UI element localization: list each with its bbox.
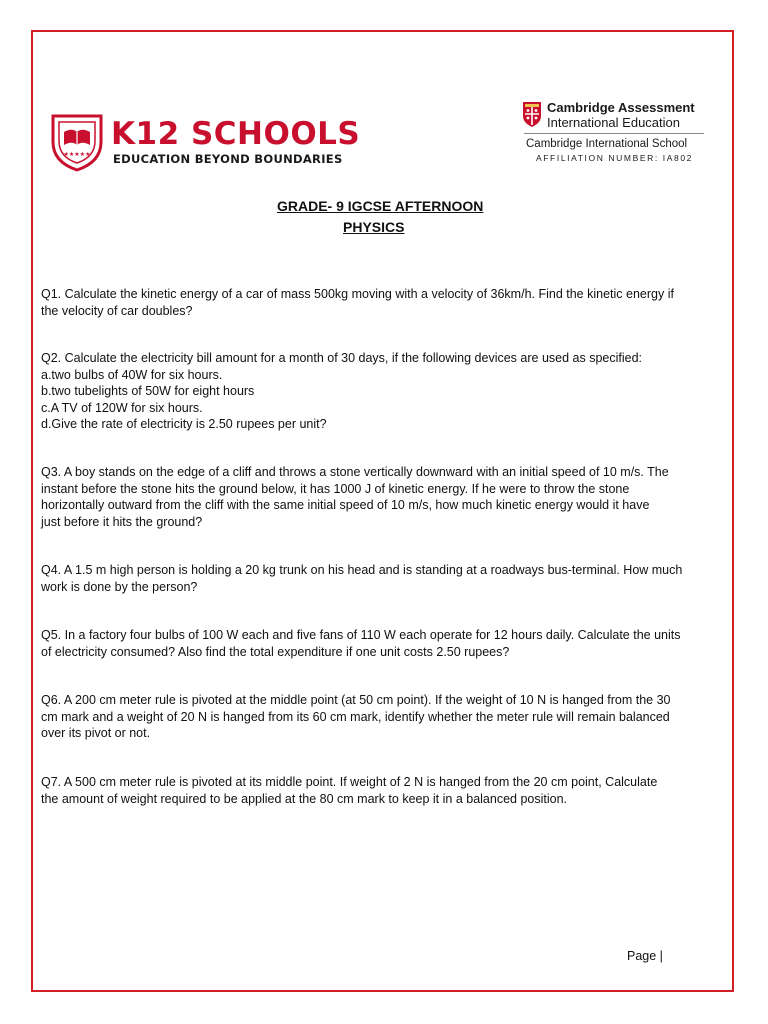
international-education-text: International Education <box>547 115 680 130</box>
question-line: Q2. Calculate the electricity bill amount for a month of 30 days, if the following devices are used as specified: <box>41 351 643 365</box>
cambridge-crest-icon <box>522 101 542 128</box>
question-line: just before it hits the ground? <box>41 514 203 529</box>
cambridge-divider <box>524 133 704 134</box>
question-1 <box>41 286 674 319</box>
k12-schools-logo <box>49 112 361 174</box>
cambridge-school-text: Cambridge International School <box>526 138 688 150</box>
question-line: Q4. A 1.5 m high person is holding a 20 kg trunk on his head and is standing at a roadways bus-terminal. How much <box>41 563 683 577</box>
question-4 <box>41 562 682 595</box>
subject-title: PHYSICS <box>343 219 405 235</box>
question-line: a.two bulbs of 40W for six hours. <box>41 367 223 382</box>
question-line: c.A TV of 120W for six hours. <box>41 400 203 415</box>
question-line: b.two tubelights of 50W for eight hours <box>41 384 255 398</box>
question-line: the velocity of car doubles? <box>41 303 193 318</box>
question-line: over its pivot or not. <box>41 726 151 740</box>
question-6 <box>41 692 671 742</box>
question-line: Q3. A boy stands on the edge of a cliff and throws a stone vertically downward with an initial speed of 10 m/s. The <box>41 465 669 479</box>
question-5 <box>41 627 680 660</box>
cambridge-assessment-text: Cambridge Assessment <box>547 100 695 115</box>
question-3 <box>41 464 669 530</box>
question-line: Q6. A 200 cm meter rule is pivoted at the middle point (at 50 cm point). If the weight of 10 N is hanged from the 30 <box>41 693 671 707</box>
svg-text:★★★★★: ★★★★★ <box>63 151 91 158</box>
grade-title: GRADE- 9 IGCSE AFTERNOON <box>277 198 484 214</box>
question-line: the amount of weight required to be applied at the 80 cm mark to keep it in a balanced position. <box>41 791 568 806</box>
question-line: of electricity consumed? Also find the total expenditure if one unit costs 2.50 rupees? <box>41 644 510 659</box>
affiliation-number: AFFILIATION NUMBER: IA802 <box>536 153 693 163</box>
question-line: horizontally outward from the cliff with the same initial speed of 10 m/s, how much kinetic energy would it have <box>41 498 650 512</box>
cambridge-logo <box>522 100 707 164</box>
shield-book-icon <box>49 112 105 172</box>
question-line: Q1. Calculate the kinetic energy of a car of mass 500kg moving with a velocity of 36km/h. Find the kinetic energy if <box>41 287 674 301</box>
k12-tagline: EDUCATION BEYOND BOUNDARIES <box>113 152 343 166</box>
question-2 <box>41 350 642 433</box>
question-line: Q5. In a factory four bulbs of 100 W each and five fans of 110 W each operate for 12 hours daily. Calculate the units <box>41 628 681 642</box>
question-line: work is done by the person? <box>41 579 198 594</box>
page-number-footer: Page | <box>627 949 663 963</box>
question-line: Q7. A 500 cm meter rule is pivoted at its middle point. If weight of 2 N is hanged from the 20 cm point, Calculate <box>41 775 658 789</box>
question-7 <box>41 774 657 807</box>
question-line: instant before the stone hits the ground below, it has 1000 J of kinetic energy. If he were to throw the stone <box>41 481 630 496</box>
k12-brand-name: K12 SCHOOLS <box>111 116 361 152</box>
question-line: d.Give the rate of electricity is 2.50 rupees per unit? <box>41 417 327 431</box>
question-line: cm mark and a weight of 20 N is hanged from its 60 cm mark, identify whether the meter rule will remain balanced <box>41 709 670 724</box>
